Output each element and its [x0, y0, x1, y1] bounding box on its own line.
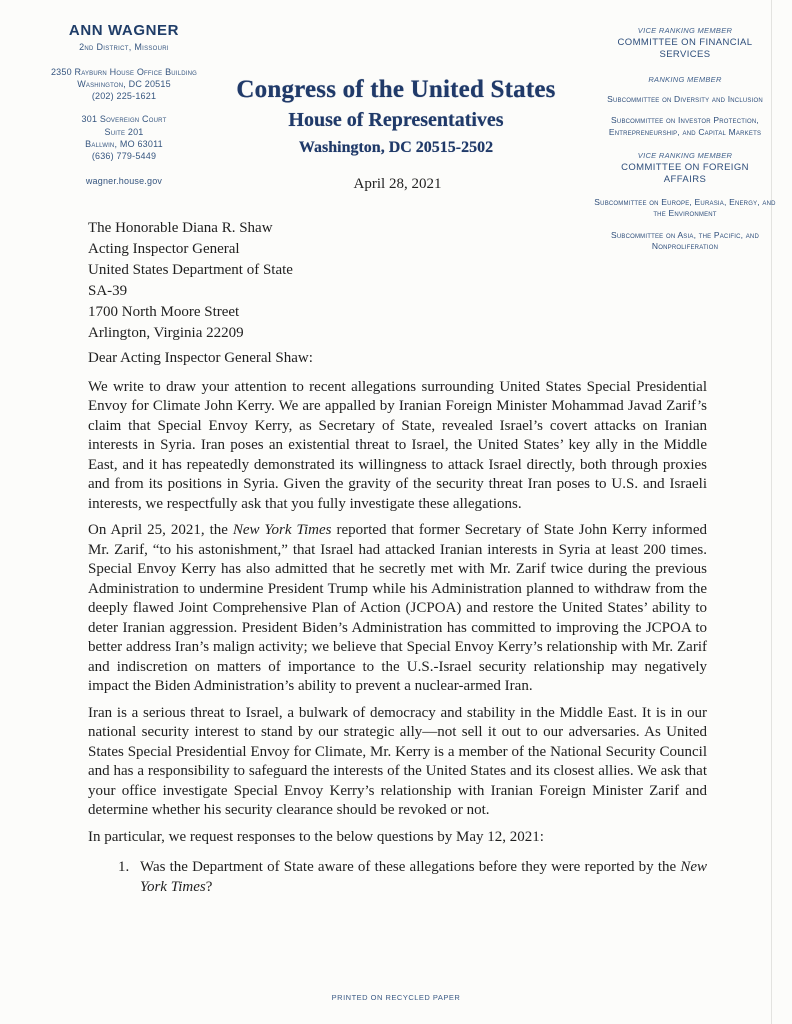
washington-address: Washington, DC 20515-2502 — [298, 139, 494, 156]
publication-name: New York Times — [140, 859, 707, 895]
committee-role-label: RANKING MEMBER — [648, 74, 722, 84]
question-number: 1. — [118, 859, 130, 875]
address-line: Washington, DC 20515 — [77, 79, 171, 90]
subcommittee-name: Subcommittee on Asia, the Pacific, and Nonproliferation — [610, 229, 759, 252]
committee-role-label: VICE RANKING MEMBER — [637, 26, 733, 35]
paragraph-2-text: reported that former Secretary of State John Kerry informed Mr. Zarif, “to his astonishment,” that Israel had attacked Iranian interests in Syria at least 200 times. Special Envoy Kerry has also admitted that he secretly met with Mr. Zarif twice during the previous Administration to undermine President Trump while his Administration planned to withdraw from the deeply flawed Joint Comprehensive Plan of Action (JCPOA) and restore the United States’ ability to deter Iranian aggression. President Biden’s Administration has committed to improving the JCPOA to better address Iran’s malign activity; we believe that Special Envoy Kerry’s relationship with Mr. Zarif and indiscretion on matters of importance to the U.S.-Israel security relationship may negatively impact the Biden Administration’s ability to prevent a nuclear-armed Iran. — [88, 522, 708, 694]
subcommittee-name: Subcommittee on Europe, Eurasia, Energy, and the Environment — [594, 196, 776, 219]
dc-office-address — [18, 66, 230, 102]
recipient-line: Arlington, Virginia 22209 — [88, 325, 244, 341]
address-line: 301 Sovereign Court — [81, 114, 167, 125]
committee-name: COMMITTEE ON FINANCIAL SERVICES — [617, 37, 753, 61]
letter-body — [88, 174, 707, 897]
recipient-line: SA-39 — [88, 283, 128, 299]
paragraph-4: In particular, we request responses to the below questions by May 12, 2021: — [88, 828, 544, 845]
address-line: (202) 225-1621 — [91, 91, 157, 102]
congress-title: Congress of the United States — [236, 76, 556, 103]
recipient-address — [88, 218, 707, 344]
committee-name: COMMITTEE ON FOREIGN AFFAIRS — [621, 162, 749, 186]
address-line: Suite 201 — [104, 126, 144, 137]
subcommittee-name: Subcommittee on Investor Protection, Entrepreneurship, and Capital Markets — [608, 115, 762, 137]
address-line: Ballwin, MO 63011 — [85, 138, 163, 149]
salutation: Dear Acting Inspector General Shaw: — [88, 350, 313, 366]
recipient-line: The Honorable Diana R. Shaw — [88, 220, 273, 236]
address-line: 2350 Rayburn House Office Building — [50, 67, 198, 77]
member-district: 2nd District, Missouri — [79, 42, 169, 52]
paragraph-3: Iran is a serious threat to Israel, a bulwark of democracy and stability in the Middle East. It is in our national security interest to stand by our strategic ally—not sell it out to our adversaries. As United States Special Presidential Envoy for Climate, Mr. Kerry is a member of the National Security Council and has a responsibility to safeguard the interests of the United States and its closest allies. We ask that your office investigate Special Envoy Kerry’s relationship with Iranian Foreign Minister Zarif and determine whether his security clearance should be revoked or not. — [88, 704, 707, 818]
subcommittee-name: Subcommittee on Diversity and Inclusion — [607, 93, 763, 104]
publication-name: New York Times — [232, 522, 332, 538]
member-name: ANN WAGNER — [68, 22, 180, 39]
letter-date: April 28, 2021 — [353, 176, 442, 192]
recipient-line: 1700 North Moore Street — [88, 304, 240, 320]
letterhead-left — [18, 22, 230, 186]
paragraph-2 — [88, 521, 707, 697]
committee-role-label: VICE RANKING MEMBER — [637, 151, 733, 161]
letterhead-center — [203, 76, 589, 157]
address-line: (636) 779-5449 — [91, 150, 157, 161]
question-text: Was the Department of State aware of these allegations before they were reported by the New York Times? — [140, 859, 707, 895]
paragraph-1: We write to draw your attention to recent allegations surrounding United States Special Presidential Envoy for Climate John Kerry. We are appalled by Iranian Foreign Minister Mohammad Javad Zarif’s claim that Special Envoy Kerry, as Secretary of State, revealed Israel’s covert attacks on Iranian interests in Syria. Iran poses an existential threat to Israel, the United States’ key ally in the Middle East, and it has repeatedly demonstrated its willingness to attack Israel directly, both through proxies and from its positions in Syria. Given the gravity of the security threat Iran poses to U.S. and Israeli interests, we respectfully ask that you fully investigate these allegations. — [88, 378, 707, 512]
question-item-1 — [88, 858, 707, 897]
recipient-line: United States Department of State — [88, 262, 293, 278]
house-title: House of Representatives — [288, 109, 504, 131]
paragraph-2-text: On April 25, 2021, the — [88, 522, 233, 538]
recycled-paper-notice: PRINTED ON RECYCLED PAPER — [331, 993, 461, 1002]
district-office-address — [18, 113, 230, 162]
member-website: wagner.house.gov — [85, 175, 163, 186]
recipient-line: Acting Inspector General — [88, 241, 240, 257]
